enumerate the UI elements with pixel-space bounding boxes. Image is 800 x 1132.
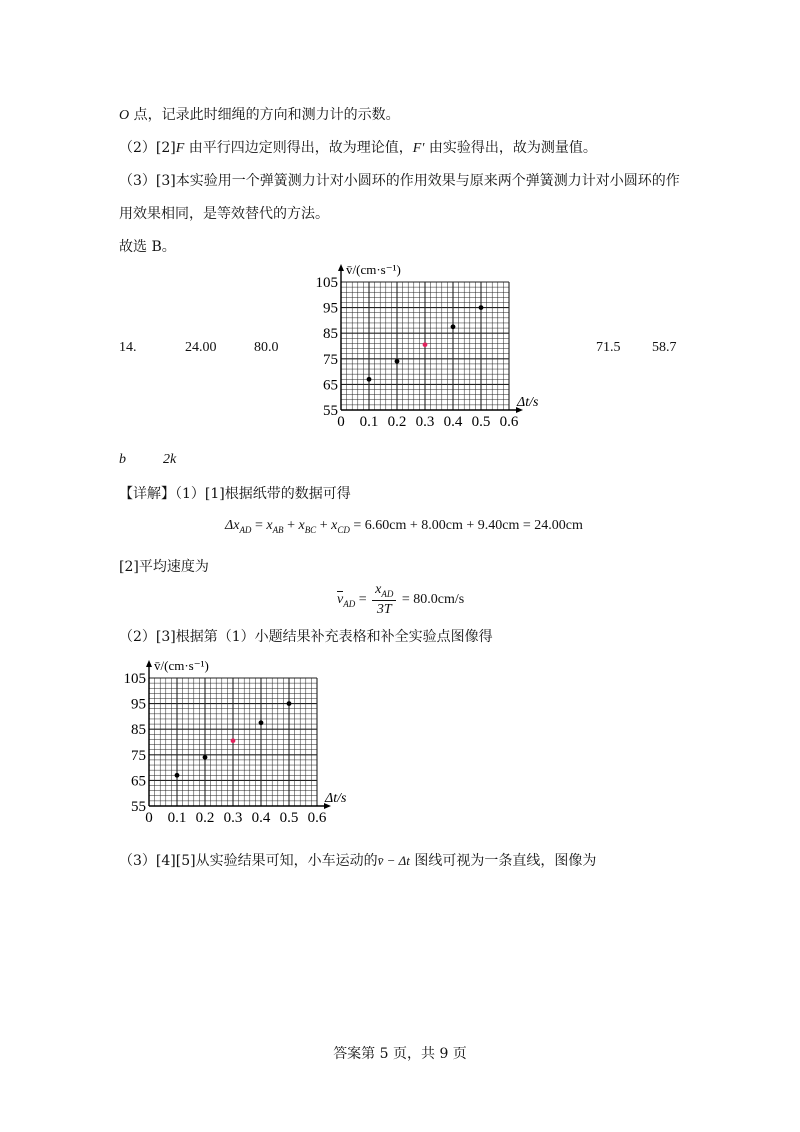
data-point: [231, 738, 236, 743]
eq2-rhs: = 80.0cm/s: [398, 592, 465, 608]
text-line-4: 用效果相同，是等效替代的方法。: [119, 206, 329, 222]
page-footer: 答案第 5 页，共 9 页: [333, 1046, 467, 1062]
velocity-time-chart-2: [113, 654, 353, 834]
part-2-text: （2）[3]根据第（1）小题结果补充表格和补全实验点图像得: [119, 629, 493, 645]
y-tick-label: 65: [323, 377, 338, 394]
y-tick-label: 75: [131, 747, 146, 764]
point-o-label: O: [119, 108, 130, 123]
part-3-symbol: v̄ − Δt: [377, 853, 410, 868]
text-line-2-end: 由实验得出，故为测量值。: [424, 140, 597, 156]
y-tick-label: 105: [123, 671, 146, 687]
question-number: 14.: [119, 340, 137, 355]
y-tick-label: 65: [131, 773, 146, 790]
eq1-x2: x: [298, 518, 305, 533]
x-tick-label: 0.5: [279, 810, 299, 826]
y-axis-arrow: [146, 660, 152, 667]
eq2-den: 3T: [376, 601, 392, 617]
data-point: [479, 305, 484, 310]
eq2-sub: AD: [343, 598, 356, 609]
force-f-label: F: [175, 141, 185, 156]
x-tick-label: 0.5: [471, 414, 491, 430]
x-tick-label: 0.3: [223, 810, 243, 826]
force-f-prime-label: F′: [412, 141, 425, 156]
data-point: [367, 377, 372, 382]
eq1-rhs: = 6.60cm + 8.00cm + 9.40cm = 24.00cm: [349, 518, 583, 533]
eq2-fraction: [372, 582, 396, 618]
y-axis-label: v̄/(cm·s⁻¹): [154, 658, 209, 673]
answer-3: 71.5: [596, 340, 621, 355]
data-point: [451, 324, 456, 329]
text-line-1-body: 点，记录此时细绳的方向和测力计的示数。: [129, 107, 400, 123]
equation-average-velocity: $v_{AD}$ = $\frac{x_{AD}}{3T}$ = 80.0cm/s: [337, 582, 465, 617]
x-tick-label: 0.4: [443, 414, 463, 430]
data-point: [259, 720, 264, 725]
data-point: [287, 701, 292, 706]
eq1-sub-bc: BC: [304, 524, 317, 535]
x-tick-label: 0.6: [499, 414, 519, 430]
eq1-sub-ad: AD: [239, 524, 252, 535]
answer-1: 24.00: [185, 340, 217, 355]
x-tick-label: 0: [145, 810, 153, 826]
x-tick-label: 0.1: [167, 810, 187, 826]
x-tick-label: 0: [337, 414, 345, 430]
answer-4: 58.7: [652, 340, 677, 355]
eq2-num-sub: AD: [381, 588, 394, 599]
answer-2: 80.0: [254, 340, 279, 355]
x-tick-label: 0.6: [307, 810, 327, 826]
y-tick-label: 95: [323, 300, 338, 317]
y-axis-label: v̄/(cm·s⁻¹): [346, 262, 401, 277]
eq1-sub-cd: CD: [337, 524, 350, 535]
eq1-x1: x: [266, 518, 273, 533]
y-tick-label: 85: [131, 722, 146, 739]
equation-displacement: $\Delta x_{AD} = x_{AB} + x_{BC} + x_{CD} = 6.60cm + 8.00cm + 9.40cm = 24.00cm$: [225, 518, 583, 535]
text-line-3: （3）[3]本实验用一个弹簧测力计对小圆环的作用效果与原来两个弹簧测力计对小圆环的作: [119, 173, 680, 189]
text-line-2-prefix: （2）[2]: [119, 140, 176, 156]
y-tick-label: 55: [131, 799, 146, 815]
part-3-text: [119, 850, 596, 870]
eq1-x3: x: [331, 518, 338, 533]
data-point: [175, 773, 180, 778]
x-tick-label: 0.4: [251, 810, 271, 826]
x-axis-label: Δt/s: [325, 791, 347, 806]
part-3-a: （3）[4][5]从实验结果可知，小车运动的: [119, 853, 378, 869]
x-tick-label: 0.2: [195, 810, 215, 826]
x-tick-label: 0.2: [387, 414, 407, 430]
y-tick-label: 105: [315, 275, 338, 291]
y-tick-label: 85: [323, 326, 338, 343]
velocity-time-chart-1: [305, 258, 545, 438]
eq2-v: v: [337, 592, 344, 608]
y-axis-arrow: [338, 264, 344, 271]
data-point: [203, 755, 208, 760]
text-line-2-mid: 由平行四边定则得出，故为理论值，: [184, 140, 413, 156]
average-velocity-label: [2]平均速度为: [119, 559, 209, 575]
text-line-2: [119, 137, 597, 157]
y-tick-label: 75: [323, 351, 338, 368]
y-tick-label: 95: [131, 696, 146, 713]
answer-b: b: [119, 452, 126, 467]
eq1-sub-ab: AB: [272, 524, 284, 535]
eq2-num: x: [375, 582, 382, 597]
text-line-1: [119, 104, 400, 124]
x-tick-label: 0.3: [415, 414, 435, 430]
answer-2k-text: 2k: [163, 452, 177, 467]
answer-2k: [163, 452, 176, 468]
x-tick-label: 0.1: [359, 414, 379, 430]
data-point: [395, 359, 400, 364]
text-line-5: 故选 B。: [119, 239, 176, 255]
y-tick-label: 55: [323, 403, 338, 419]
x-axis-label: Δt/s: [517, 395, 539, 410]
detail-heading: 【详解】（1）[1]根据纸带的数据可得: [119, 486, 351, 502]
part-3-b: 图线可视为一条直线，图像为: [409, 853, 597, 869]
eq1-lhs: Δx: [225, 518, 240, 533]
data-point: [423, 342, 428, 347]
